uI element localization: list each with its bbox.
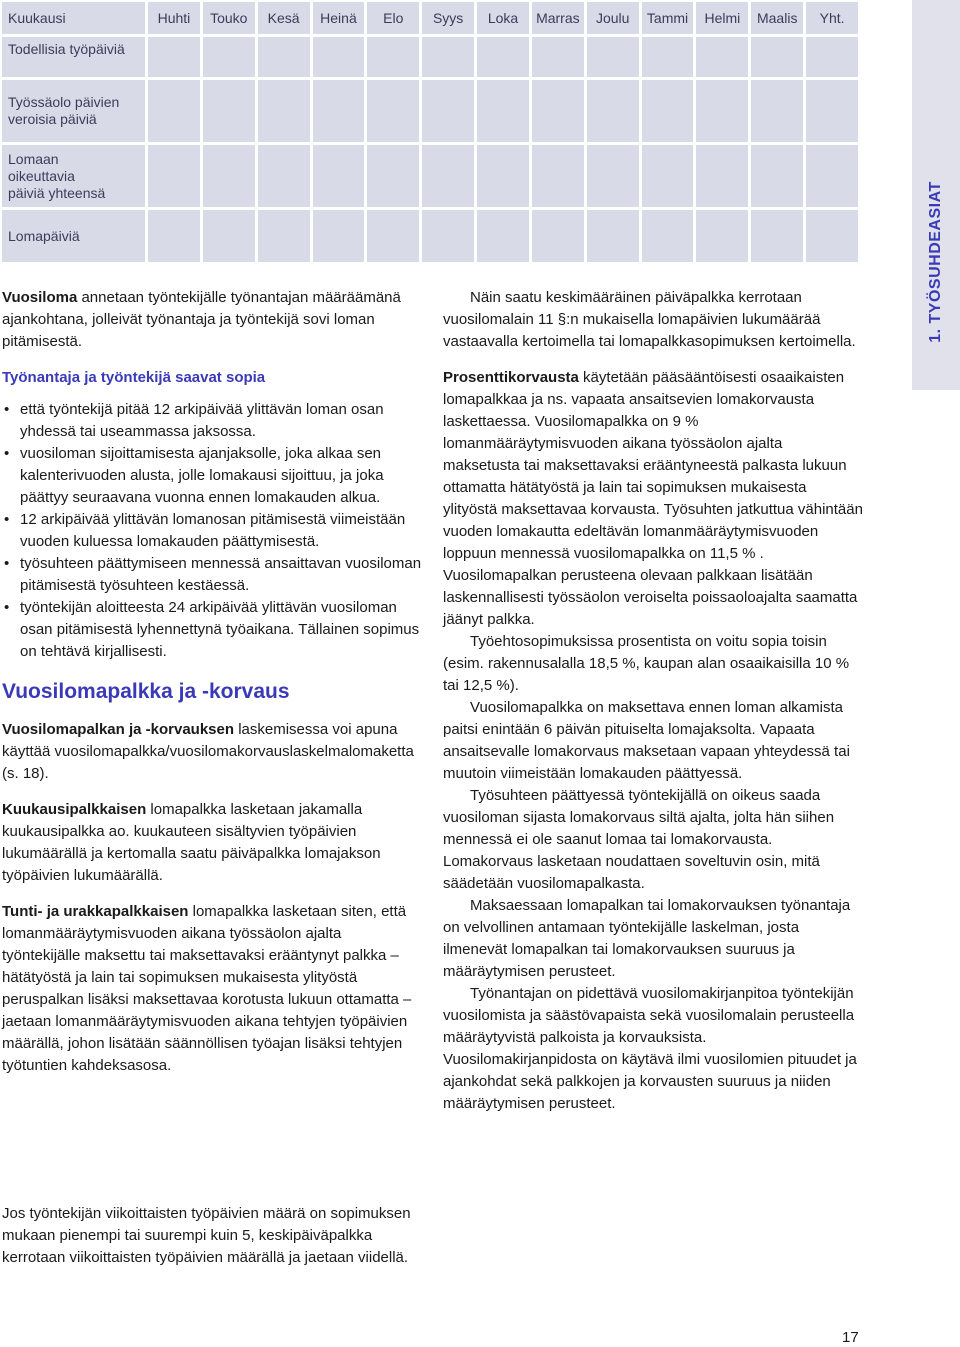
row-label-line: veroisia päiviä bbox=[8, 111, 97, 127]
table-cell[interactable] bbox=[477, 210, 529, 262]
paragraph bbox=[2, 901, 422, 1077]
table-cell[interactable] bbox=[751, 37, 803, 77]
table-cell[interactable] bbox=[532, 210, 584, 262]
table-cell[interactable] bbox=[422, 145, 474, 207]
paragraph-text: lomapalkka lasketaan jakamalla kuukausipalkka ao. kuukauteen sisältyvien työpäivien lukumäärällä ja kertomalla saatu päiväpalkka lomajakson työpäivien lukumäärällä. bbox=[2, 801, 381, 884]
header-month: Tammi bbox=[642, 2, 694, 34]
table-cell[interactable] bbox=[313, 210, 365, 262]
table-cell[interactable] bbox=[148, 145, 200, 207]
row-label-line: Lomapäiviä bbox=[8, 227, 80, 244]
table-cell[interactable] bbox=[751, 210, 803, 262]
left-column bbox=[2, 287, 422, 1077]
table-cell[interactable] bbox=[367, 80, 419, 142]
table-cell[interactable] bbox=[477, 80, 529, 142]
paragraph: Vuosilomapalkka on maksettava ennen loman alkamista paitsi enintään 6 päivän pituiselta lomajaksolta. Vapaata ansaitsevalle lomakorvaus maksetaan vapaan yhteydessä tai muutoin viimeistään lomakauden päättyessä. bbox=[443, 699, 850, 782]
header-month: Maalis bbox=[751, 2, 803, 34]
table-cell[interactable] bbox=[642, 145, 694, 207]
table-cell[interactable] bbox=[367, 37, 419, 77]
paragraph: Työnantajan on pidettävä vuosilomakirjanpitoa työntekijän vuosilomista ja säästövapaista sekä vuosilomalain perusteella määräytyvistä palkoista ja korvauksista. Vuosilomakirjanpidosta on käytävä ilmi vuosilomien pituudet ja ajankohdat sekä palkkojen ja korvausten suuruus ja niiden määräytymisen perusteet. bbox=[443, 985, 857, 1112]
paragraph bbox=[443, 367, 863, 631]
page-number: 17 bbox=[842, 1329, 859, 1346]
table-cell[interactable] bbox=[751, 80, 803, 142]
header-total: Yht. bbox=[806, 2, 858, 34]
table-cell[interactable] bbox=[422, 210, 474, 262]
table-cell[interactable] bbox=[367, 210, 419, 262]
row-label-line: Lomaan bbox=[8, 150, 59, 167]
agree-heading: Työnantaja ja työntekijä saavat sopia bbox=[2, 369, 266, 386]
section-title: Vuosilomapalkka ja -korvaus bbox=[2, 680, 290, 703]
row-label-line: Todellisia työpäiviä bbox=[8, 41, 125, 57]
table-cell[interactable] bbox=[587, 210, 639, 262]
table-cell[interactable] bbox=[203, 37, 255, 77]
list-item: • vuosiloman sijoittamisesta ajanjaksolle, joka alkaa sen kalenterivuoden alusta, jolle lomakausi sijoittuu, ja joka päättyy seuraavana vuonna ennen lomakauden alkua. bbox=[2, 443, 422, 509]
table-cell[interactable] bbox=[806, 210, 858, 262]
paragraph: Työehtosopimuksissa prosentista on voitu sopia toisin (esim. rakennusalalla 18,5 %, kaupan alan osaaikaisilla 10 % tai 12,5 %). bbox=[443, 633, 850, 694]
list-item: • työsuhteen päättymiseen mennessä ansaittavan vuosiloman pitämisestä työsuhteen kestäessä. bbox=[2, 553, 422, 597]
header-month: Helmi bbox=[696, 2, 748, 34]
table-cell[interactable] bbox=[367, 145, 419, 207]
paragraph-text: annetaan työntekijälle työnantajan määräämänä ajankohtana, jolleivät työnantaja ja työntekijä sovi loman pitämisestä. bbox=[2, 289, 401, 350]
table-cell[interactable] bbox=[696, 145, 748, 207]
table-cell[interactable] bbox=[148, 210, 200, 262]
table-cell[interactable] bbox=[258, 145, 310, 207]
header-month: Elo bbox=[367, 2, 419, 34]
table-cell[interactable] bbox=[642, 37, 694, 77]
table-cell[interactable] bbox=[258, 210, 310, 262]
table-cell[interactable] bbox=[422, 80, 474, 142]
table-cell[interactable] bbox=[422, 37, 474, 77]
row-label-equivalent-days bbox=[2, 80, 145, 142]
table-cell[interactable] bbox=[258, 37, 310, 77]
table-cell[interactable] bbox=[696, 37, 748, 77]
table-cell[interactable] bbox=[313, 37, 365, 77]
header-month: Kesä bbox=[258, 2, 310, 34]
list-item: • työntekijän aloitteesta 24 arkipäivää ylittävän vuosiloman osan pitämisestä lyhennettynä työaikana. Tällainen sopimus on tehtävä kirjallisesti. bbox=[2, 597, 422, 663]
table-cell[interactable] bbox=[696, 210, 748, 262]
table-cell[interactable] bbox=[203, 210, 255, 262]
row-label-qualifying-days bbox=[2, 145, 145, 207]
agreement-list bbox=[2, 399, 422, 663]
row-label-actual-workdays bbox=[2, 37, 145, 77]
table-cell[interactable] bbox=[313, 145, 365, 207]
header-month: Joulu bbox=[587, 2, 639, 34]
paragraph bbox=[2, 719, 422, 785]
row-label-line: päiviä yhteensä bbox=[8, 184, 106, 201]
paragraph: Näin saatu keskimääräinen päiväpalkka kerrotaan vuosilomalain 11 §:n mukaisella lomapäivien lukumäärää vastaavalla kertoimella tai lomapalkkasopimuksen kertoimella. bbox=[443, 289, 856, 350]
table-cell[interactable] bbox=[203, 80, 255, 142]
row-label-vacation-days bbox=[2, 210, 145, 262]
header-month: Marras bbox=[532, 2, 584, 34]
list-item: • että työntekijä pitää 12 arkipäivää ylittävän loman osan yhdessä tai useammassa jaksossa. bbox=[2, 399, 422, 443]
table-cell[interactable] bbox=[642, 210, 694, 262]
table-cell[interactable] bbox=[806, 37, 858, 77]
paragraph-text: käytetään pääsääntöisesti osaaikaisten lomapalkkaa ja ns. vapaata ansaitsevien lomakorvausta laskettaessa. Vuosilomapalkka on 9 % lomanmääräytymisvuoden aikana työssäolon ajalta maksetusta tai maksettavaksi erääntyneestä palkasta lukuun ottamatta hätätyöstä ja lain tai sopimuksen mukaisesta ylityöstä maksettavaa korvausta. Työsuhten jatkuttua vähintään vuoden lomakautta edeltävän lomanmääräytymisvuoden loppuun mennessä vuosilomapalkka on 11,5 % . Vuosilomapalkan perusteena olevaan palkkaan lisätään laskennallisesti työssäolon veroiselta poissaoloajalta saamatta jäänyt palkka. bbox=[443, 369, 863, 628]
table-cell[interactable] bbox=[148, 37, 200, 77]
table-cell[interactable] bbox=[696, 80, 748, 142]
table-cell[interactable] bbox=[477, 37, 529, 77]
table-cell[interactable] bbox=[806, 145, 858, 207]
paragraph-text: laskemisessa voi apuna käyttää vuosilomapalkka/vuosilomakorvauslaskelmalomaketta (s. 18). bbox=[2, 721, 414, 782]
left-footer-paragraph: Jos työntekijän viikoittaisten työpäivien määrä on sopimuksen mukaan pienempi tai suurempi kuin 5, keskipäiväpalkka kerrotaan viikoittaisten työpäivien määrällä ja jaetaan viidellä. bbox=[2, 1205, 411, 1266]
bold-term: Kuukausipalkkaisen bbox=[2, 801, 147, 818]
row-label-line: oikeuttavia bbox=[8, 167, 75, 184]
table-cell[interactable] bbox=[587, 37, 639, 77]
paragraph: Työsuhteen päättyessä työntekijällä on oikeus saada vuosiloman sijasta lomakorvaus siltä ajalta, jolta hän siihen mennessä ei ole saanut lomaa tai lomakorvausta. Lomakorvaus lasketaan noudattaen soveltuvin osin, mitä säädetään vuosilomapalkasta. bbox=[443, 787, 835, 892]
table-cell[interactable] bbox=[532, 80, 584, 142]
header-month: Loka bbox=[477, 2, 529, 34]
paragraph-text: lomapalkka lasketaan siten, että lomanmääräytymisvuoden aikana työssäolon ajalta työntekijälle maksettu tai maksettavaksi erääntynyt palkka – hätätyöstä ja lain tai sopimuksen mukaisesta ylityöstä peruspalkan lisäksi maksettavaa korotusta lukuun ottamatta – jaetaan lomanmääräytymisvuoden aikana tehtyjen työpäivien määrällä, johon lisätään säännöllisen työajan lisäksi tehtyjen työtuntien kahdeksasosa. bbox=[2, 903, 412, 1074]
header-month: Heinä bbox=[313, 2, 365, 34]
bold-term: Vuosilomapalkan ja -korvauksen bbox=[2, 721, 235, 738]
bold-term: Prosenttikorvausta bbox=[443, 369, 579, 386]
bold-term: Tunti- ja urakkapalkkaisen bbox=[2, 903, 189, 920]
table-cell[interactable] bbox=[477, 145, 529, 207]
row-label-line: Työssäolo päivien bbox=[8, 94, 120, 110]
paragraph bbox=[2, 799, 422, 887]
section-side-tab bbox=[912, 0, 960, 390]
table-cell[interactable] bbox=[532, 145, 584, 207]
table-cell[interactable] bbox=[313, 80, 365, 142]
table-cell[interactable] bbox=[148, 80, 200, 142]
header-month: Touko bbox=[203, 2, 255, 34]
header-month-label: Kuukausi bbox=[2, 2, 145, 34]
table-cell[interactable] bbox=[532, 37, 584, 77]
side-tab-label: 1. TYÖSUHDEASIAT bbox=[927, 181, 944, 343]
table-cell[interactable] bbox=[587, 145, 639, 207]
paragraph: Maksaessaan lomapalkan tai lomakorvauksen työnantaja on velvollinen antamaan työntekijälle laskelman, josta ilmenevät lomapalkan tai lomakorvauksen suuruus ja määräytymisen perusteet. bbox=[443, 897, 851, 980]
right-column bbox=[443, 287, 863, 1115]
table-cell[interactable] bbox=[642, 80, 694, 142]
header-month: Syys bbox=[422, 2, 474, 34]
list-item: • 12 arkipäivää ylittävän lomanosan pitämisestä viimeistään vuoden kuluessa lomakauden päättymisestä. bbox=[2, 509, 422, 553]
table-cell[interactable] bbox=[587, 80, 639, 142]
paragraph bbox=[2, 287, 422, 353]
table-cell[interactable] bbox=[751, 145, 803, 207]
header-month: Huhti bbox=[148, 2, 200, 34]
vacation-table bbox=[2, 2, 858, 250]
table-cell[interactable] bbox=[258, 80, 310, 142]
bold-term: Vuosiloma bbox=[2, 289, 78, 306]
table-cell[interactable] bbox=[203, 145, 255, 207]
table-cell[interactable] bbox=[806, 80, 858, 142]
